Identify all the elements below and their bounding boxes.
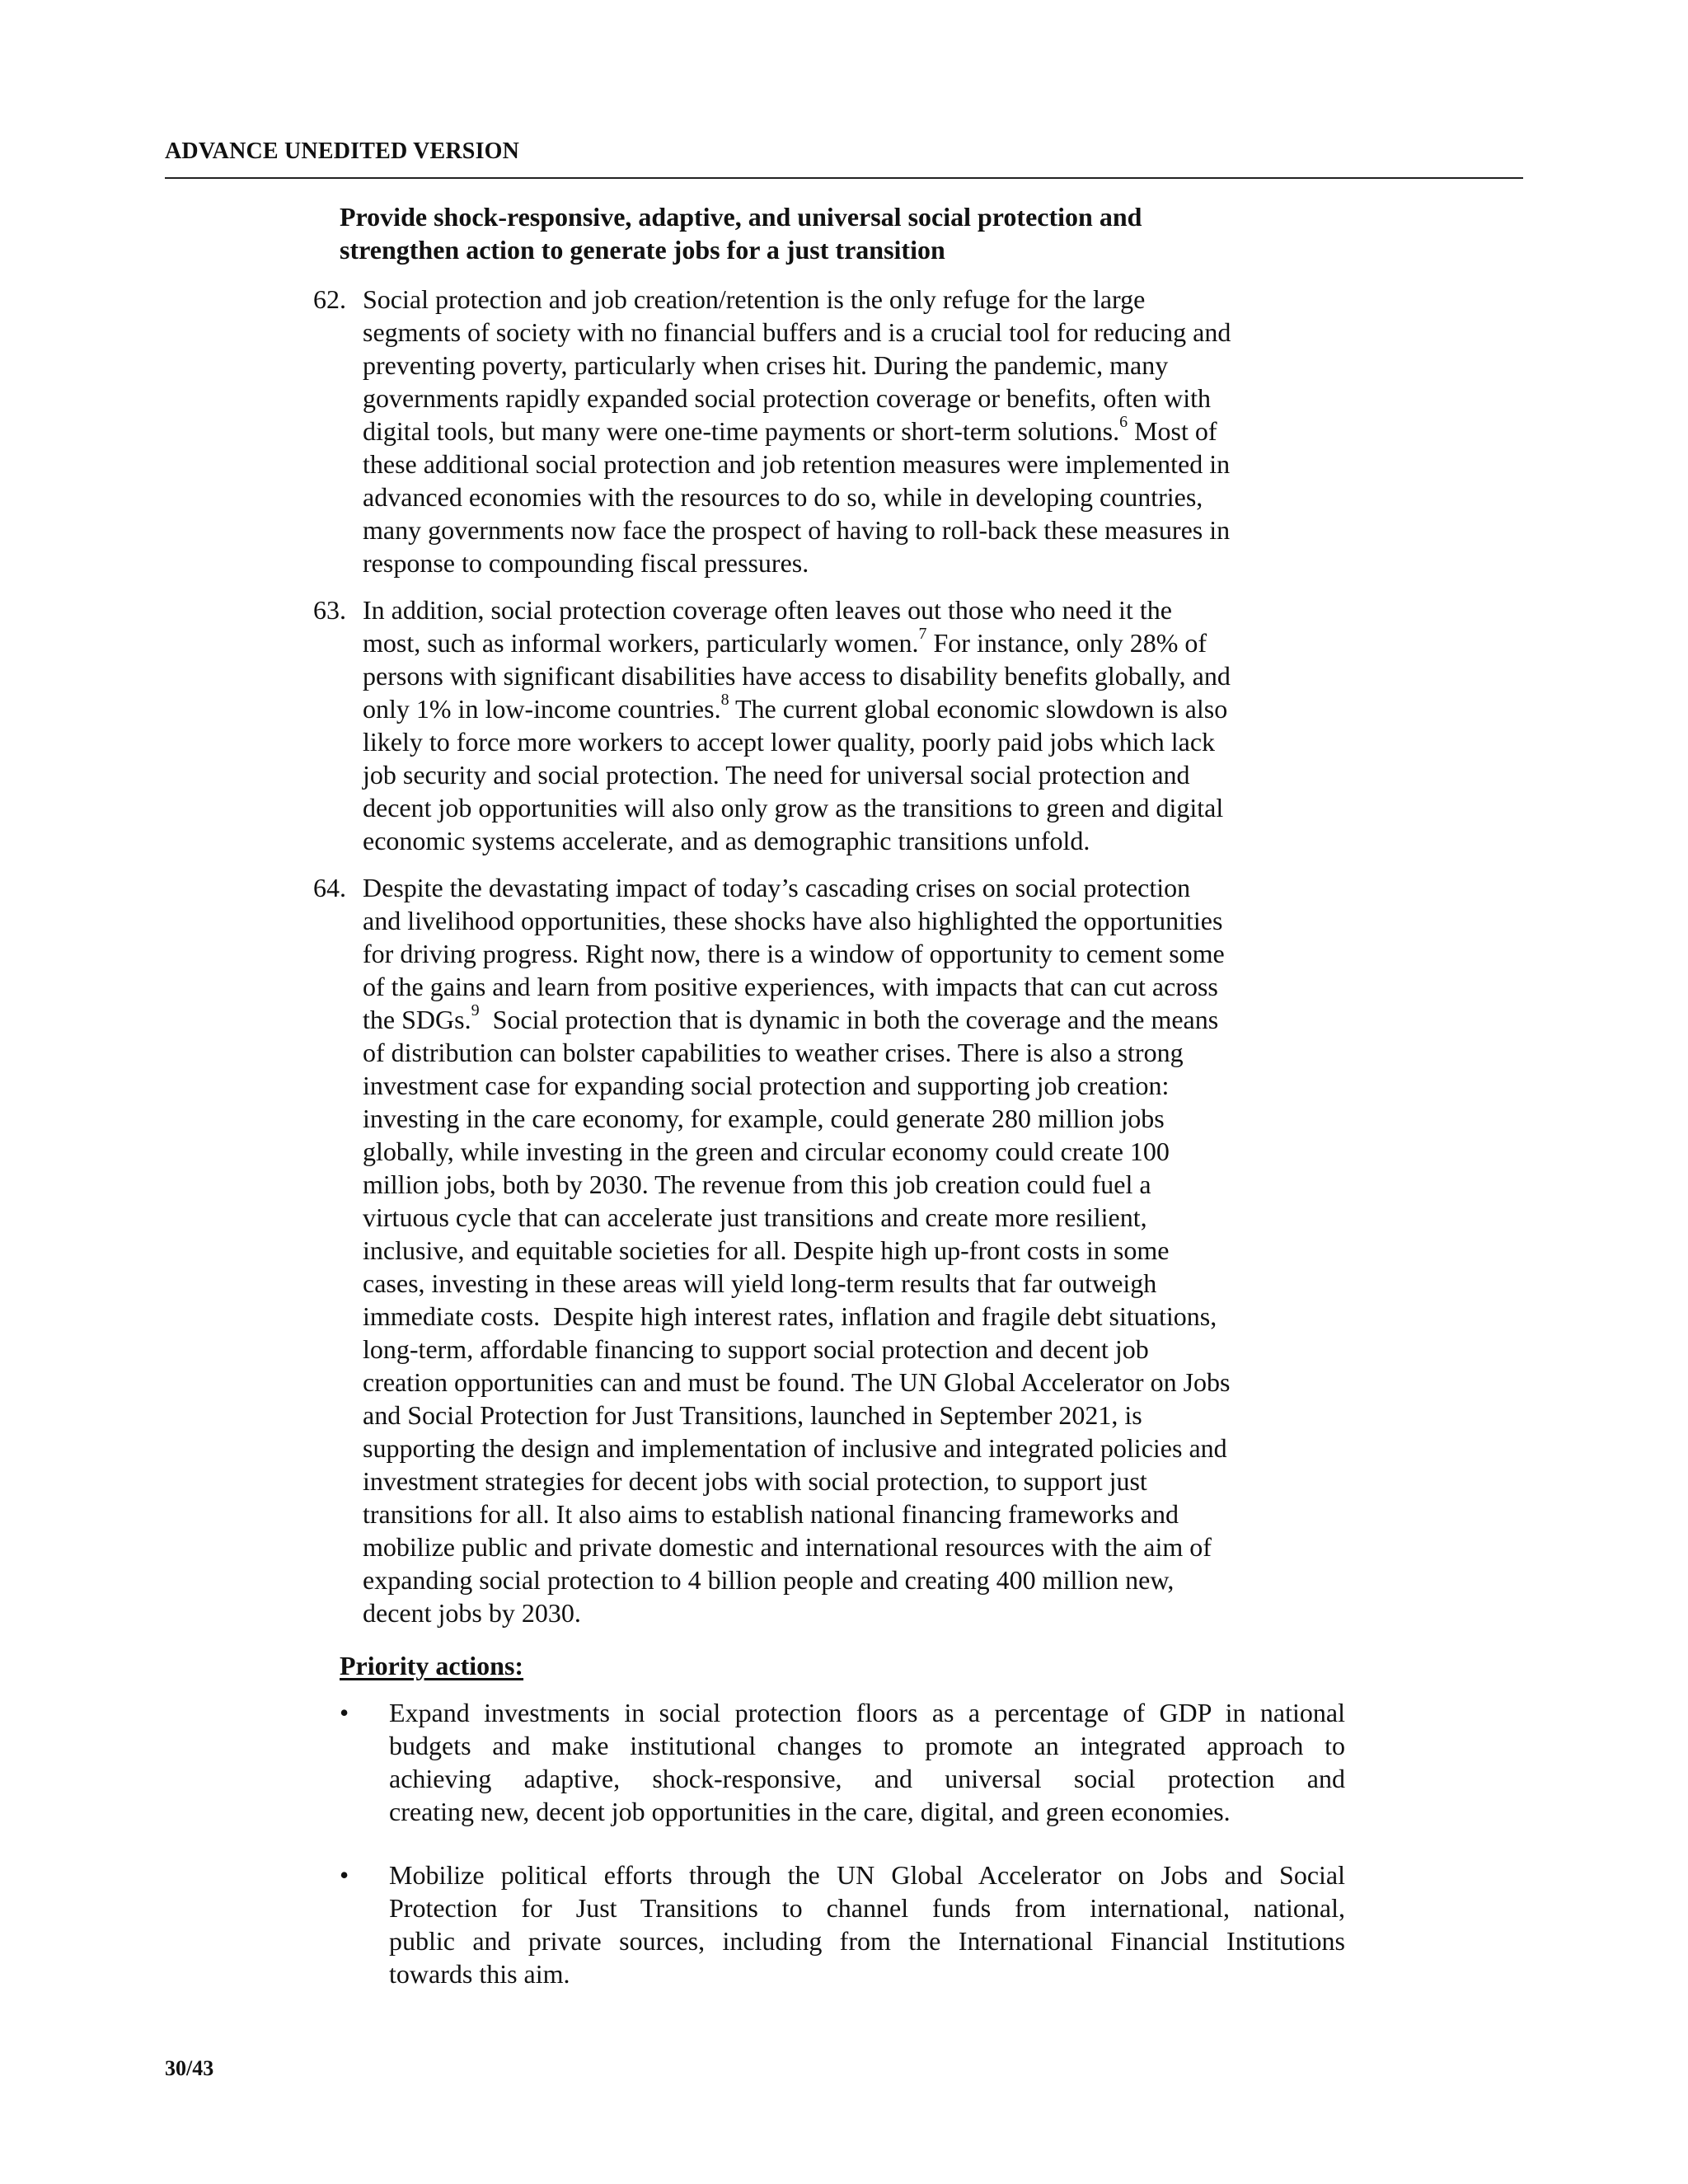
paragraph-line: segments of society with no financial buffers and is a crucial tool for reducing and — [363, 317, 1231, 347]
line-text: only 1% in low-income countries. — [363, 694, 721, 724]
paragraph-line: economic systems accelerate, and as demographic transitions unfold. — [363, 826, 1090, 855]
line-text: most, such as informal workers, particularly women. — [363, 628, 919, 658]
paragraph-line: expanding social protection to 4 billion people and creating 400 million new, — [363, 1565, 1175, 1595]
bullet-line: Protection for Just Transitions to channel funds from international, national, — [389, 1893, 1345, 1923]
paragraph-line: decent jobs by 2030. — [363, 1598, 581, 1628]
paragraph-line: these additional social protection and job retention measures were implemented in — [363, 449, 1231, 479]
bullet-line: creating new, decent job opportunities in the care, digital, and green economies. — [389, 1797, 1231, 1826]
paragraph-line: immediate costs. Despite high interest rates, inflation and fragile debt situations, — [363, 1301, 1217, 1331]
paragraph-line — [363, 1003, 1360, 1036]
paragraph-line: million jobs, both by 2030. The revenue from this job creation could fuel a — [363, 1169, 1151, 1199]
footnote-ref-9[interactable]: 9 — [471, 1001, 480, 1020]
line-text: Most of — [1128, 416, 1217, 446]
section-title-line: Provide shock-responsive, adaptive, and universal social protection and — [340, 202, 1142, 232]
paragraph-line: investing in the care economy, for example, could generate 280 million jobs — [363, 1104, 1165, 1133]
paragraph-line: In addition, social protection coverage often leaves out those who need it the — [363, 595, 1172, 625]
bullet-icon: • — [340, 1698, 349, 1727]
paragraph-line: inclusive, and equitable societies for all. Despite high up-front costs in some — [363, 1235, 1170, 1265]
bullet-line: achieving adaptive, shock-responsive, and universal social protection and — [389, 1764, 1345, 1793]
paragraph-line: of distribution can bolster capabilities to weather crises. There is also a strong — [363, 1038, 1184, 1067]
paragraph-line: investment case for expanding social protection and supporting job creation: — [363, 1071, 1170, 1100]
priority-actions-heading: Priority actions: — [340, 1651, 524, 1680]
line-text: The current global economic slowdown is also — [729, 694, 1228, 724]
bullet-line: public and private sources, including from the International Financial Institutions — [389, 1926, 1345, 1956]
paragraph-line: job security and social protection. The need for universal social protection and — [363, 760, 1190, 790]
paragraph-line: transitions for all. It also aims to establish national financing frameworks and — [363, 1499, 1179, 1529]
line-text: For instance, only 28% of — [926, 628, 1207, 658]
bullet-line: budgets and make institutional changes to promote an integrated approach to — [389, 1731, 1345, 1760]
footnote-ref-6[interactable]: 6 — [1119, 413, 1128, 432]
paragraph-line: and Social Protection for Just Transitions, launched in September 2021, is — [363, 1400, 1142, 1430]
paragraph-line: long-term, affordable financing to support social protection and decent job — [363, 1334, 1149, 1364]
footnote-ref-8[interactable]: 8 — [720, 691, 729, 710]
paragraph-line: likely to force more workers to accept lower quality, poorly paid jobs which lack — [363, 727, 1216, 757]
section-title — [340, 200, 1329, 266]
paragraph-number: 62. — [313, 284, 346, 314]
paragraph-line: decent job opportunities will also only grow as the transitions to green and digital — [363, 793, 1224, 823]
paragraph-62 — [313, 283, 1360, 579]
priority-bullet-1 — [340, 1696, 1345, 1828]
paragraph-line: globally, while investing in the green and circular economy could create 100 — [363, 1137, 1170, 1166]
paragraph-number: 64. — [313, 873, 346, 902]
paragraph-line: creation opportunities can and must be found. The UN Global Accelerator on Jobs — [363, 1367, 1231, 1397]
document-header: ADVANCE UNEDITED VERSION — [165, 138, 520, 164]
paragraph-line: Social protection and job creation/retention is the only refuge for the large — [363, 284, 1146, 314]
paragraph-line: response to compounding fiscal pressures. — [363, 548, 809, 578]
paragraph-line: mobilize public and private domestic and international resources with the aim of — [363, 1532, 1212, 1562]
paragraph-line: preventing poverty, particularly when crises hit. During the pandemic, many — [363, 350, 1169, 380]
paragraph-line — [363, 692, 1360, 725]
paragraph-line: persons with significant disabilities have access to disability benefits globally, and — [363, 661, 1231, 691]
section-title-line: strengthen action to generate jobs for a just transition — [340, 235, 945, 265]
paragraph-line: virtuous cycle that can accelerate just transitions and create more resilient, — [363, 1202, 1147, 1232]
paragraph-line: for driving progress. Right now, there is a window of opportunity to cement some — [363, 939, 1225, 968]
paragraph-line: investment strategies for decent jobs with social protection, to support just — [363, 1466, 1147, 1496]
bullet-line: towards this aim. — [389, 1959, 570, 1989]
line-text: the SDGs. — [363, 1005, 471, 1034]
bullet-line: Expand investments in social protection floors as a percentage of GDP in national — [389, 1698, 1345, 1727]
line-text: digital tools, but many were one-time payments or short-term solutions. — [363, 416, 1120, 446]
paragraph-line: supporting the design and implementation of inclusive and integrated policies and — [363, 1433, 1227, 1463]
paragraph-line: many governments now face the prospect of having to roll-back these measures in — [363, 515, 1231, 545]
paragraph-line: Despite the devastating impact of today’s cascading crises on social protection — [363, 873, 1191, 902]
page-number: 30/43 — [165, 2056, 214, 2080]
bullet-line: Mobilize political efforts through the UN Global Accelerator on Jobs and Social — [389, 1860, 1345, 1890]
priority-bullet-2 — [340, 1858, 1345, 1990]
paragraph-63 — [313, 593, 1360, 857]
footnote-ref-7[interactable]: 7 — [918, 625, 927, 644]
paragraph-line — [363, 415, 1360, 448]
paragraph-line: of the gains and learn from positive experiences, with impacts that can cut across — [363, 972, 1218, 1001]
paragraph-64 — [313, 871, 1360, 1629]
header-divider — [165, 177, 1523, 179]
line-text: Social protection that is dynamic in both the coverage and the means — [479, 1005, 1219, 1034]
bullet-icon: • — [340, 1860, 349, 1890]
paragraph-line: advanced economies with the resources to do so, while in developing countries, — [363, 482, 1203, 512]
paragraph-line: cases, investing in these areas will yield long-term results that far outweigh — [363, 1268, 1157, 1298]
paragraph-line: and livelihood opportunities, these shocks have also highlighted the opportunities — [363, 906, 1223, 935]
paragraph-number: 63. — [313, 595, 346, 625]
paragraph-line: governments rapidly expanded social protection coverage or benefits, often with — [363, 383, 1211, 413]
paragraph-line — [363, 626, 1360, 659]
